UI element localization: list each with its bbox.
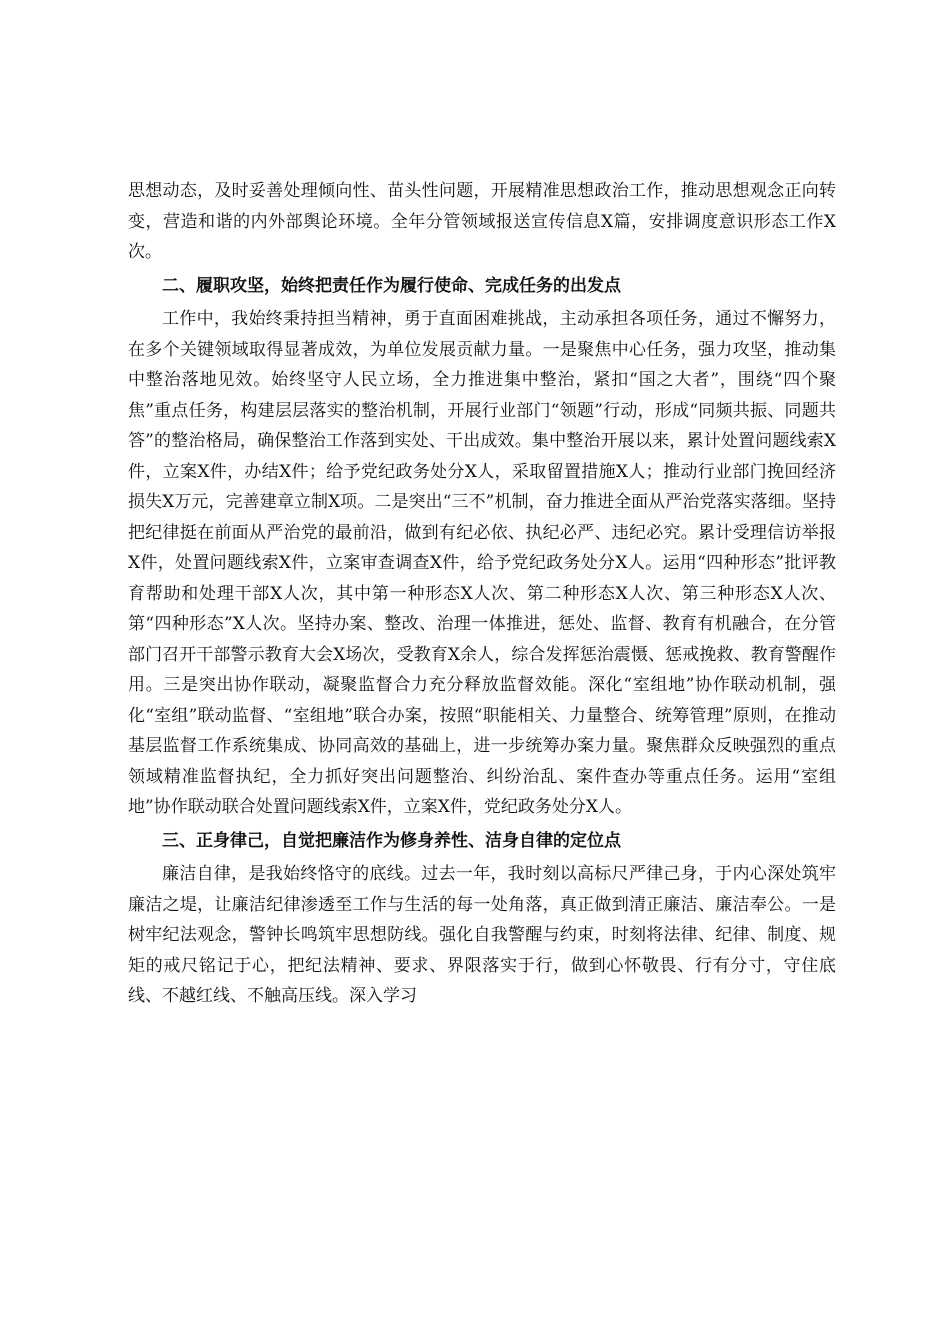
section-heading-3: 三、正身律己，自觉把廉洁作为修身养性、洁身自律的定位点 [162, 830, 621, 851]
paragraph-section-2: 工作中，我始终秉持担当精神，勇于直面困难挑战，主动承担各项任务，通过不懈努力，在多个关键领域取得显著成效，为单位发展贡献力量。一是聚焦中心任务，强力攻坚，推动集中整治落地见效。始终坚守人民立场，全力推进集中整治，紧扣“国之大者”，围绕“四个聚焦”重点任务，构建层层落实的整治机制，开展行业部门“领题”行动，形成“同频共振、同题共答”的整治格局，确保整治工作落到实处、干出成效。集中整治开展以来，累计处置问题线索X件，立案X件，办结X件；给予党纪政务处分X人，采取留置措施X人；推动行业部门挽回经济损失X万元，完善建章立制X项。二是突出“三不”机制，奋力推进全面从严治党落实落细。坚持把纪律挺在前面从严治党的最前沿，做到有纪必依、执纪必严、违纪必究。累计受理信访举报X件，处置问题线索X件，立案审查调查X件，给予党纪政务处分X人。运用“四种形态”批评教育帮助和处理干部X人次，其中第一种形态X人次、第二种形态X人次、第三种形态X人次、第“四种形态”X人次。坚持办案、整改、治理一体推进，惩处、监督、教育有机融合，在分管部门召开干部警示教育大会X场次，受教育X余人，综合发挥惩治震慑、惩戒挽救、教育警醒作用。三是突出协作联动，凝聚监督合力充分释放监督效能。深化“室组地”协作联动机制，强化“室组”联动监督、“室组地”联合办案，按照“职能相关、力量整合、统筹管理”原则，在推动基层监督工作系统集成、协同高效的基础上，进一步统筹办案力量。聚焦群众反映强烈的重点领域精准监督执纪，全力抓好突出问题整治、纠纷治乱、案件查办等重点任务。运用“室组地”协作联动联合处置问题线索X件，立案X件，党纪政务处分X人。 [128, 309, 836, 817]
paragraph-section-3: 廉洁自律，是我始终恪守的底线。过去一年，我时刻以高标尺严律己身，于内心深处筑牢廉洁之堤，让廉洁纪律渗透至工作与生活的每一处角落，真正做到清正廉洁、廉洁奉公。一是树牢纪法观念，警钟长鸣筑牢思想防线。强化自我警醒与约束，时刻将法律、纪律、制度、规矩的戒尺铭记于心，把纪法精神、要求、界限落实于行，做到心怀敬畏、行有分寸，守住底线、不越红线、不触高压线。深入学习 [128, 864, 836, 1006]
paragraph-continuation: 思想动态，及时妥善处理倾向性、苗头性问题，开展精准思想政治工作，推动思想观念正向转变，营造和谐的内外部舆论环境。全年分管领域报送宣传信息X篇，安排调度意识形态工作X次。 [128, 181, 836, 262]
section-heading-2: 二、履职攻坚，始终把责任作为履行使命、完成任务的出发点 [162, 275, 621, 296]
document-page [128, 176, 836, 1012]
